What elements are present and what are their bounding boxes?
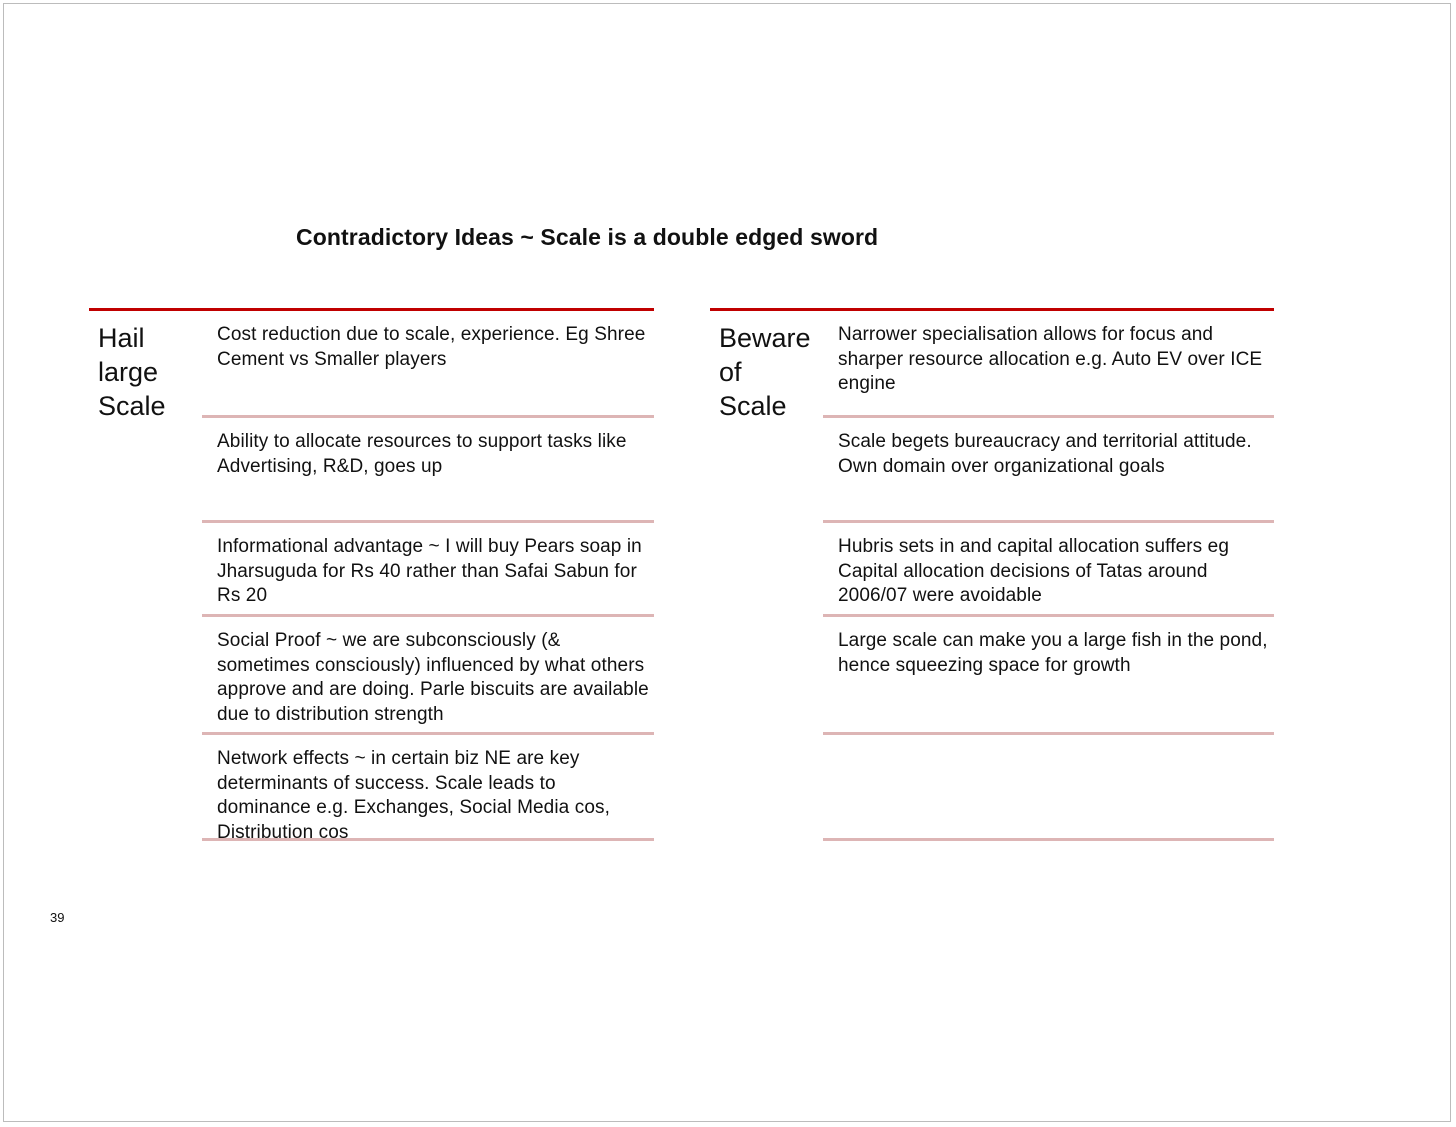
table-row <box>202 523 654 617</box>
row-text: Scale begets bureaucracy and territorial attitude. Own domain over organizational goals <box>838 431 1252 477</box>
heading-line: Beware <box>719 323 811 353</box>
row-text: Ability to allocate resources to support tasks like Advertising, R&D, goes up <box>217 431 627 477</box>
row-text: Large scale can make you a large fish in the pond, hence squeezing space for growth <box>838 630 1268 676</box>
heading-line: of <box>719 357 742 387</box>
table-row <box>823 311 1274 418</box>
table-row <box>202 617 654 735</box>
heading-line: Scale <box>98 391 166 421</box>
table-row <box>202 311 654 418</box>
panel-heading <box>719 321 811 423</box>
table-row <box>823 523 1274 617</box>
heading-line: Hail <box>98 323 145 353</box>
table-row <box>823 735 1274 841</box>
table-row <box>823 617 1274 735</box>
heading-line: large <box>98 357 159 387</box>
panel-heading <box>98 321 166 423</box>
row-text: Informational advantage ~ I will buy Pears soap in Jharsuguda for Rs 40 rather than Safai Sabun for Rs 20 <box>217 536 642 607</box>
table-row <box>823 418 1274 523</box>
slide-title: Contradictory Ideas ~ Scale is a double edged sword <box>296 224 879 250</box>
row-text: Narrower specialisation allows for focus and sharper resource allocation e.g. Auto EV over ICE engine <box>838 324 1263 395</box>
table-row <box>202 735 654 841</box>
table-row <box>202 418 654 523</box>
heading-line: Scale <box>719 391 787 421</box>
page-number: 39 <box>50 910 65 925</box>
row-text: Cost reduction due to scale, experience. Eg Shree Cement vs Smaller players <box>217 324 646 370</box>
slide-frame <box>3 3 1451 1122</box>
row-text: Network effects ~ in certain biz NE are key determinants of success. Scale leads to dominance e.g. Exchanges, Social Media cos, Distribution cos <box>217 748 610 843</box>
row-text: Social Proof ~ we are subconsciously (& sometimes consciously) influenced by what others approve and are doing. Parle biscuits are available due to distribution strength <box>217 630 649 725</box>
row-text: Hubris sets in and capital allocation suffers eg Capital allocation decisions of Tatas around 2006/07 were avoidable <box>838 536 1229 607</box>
